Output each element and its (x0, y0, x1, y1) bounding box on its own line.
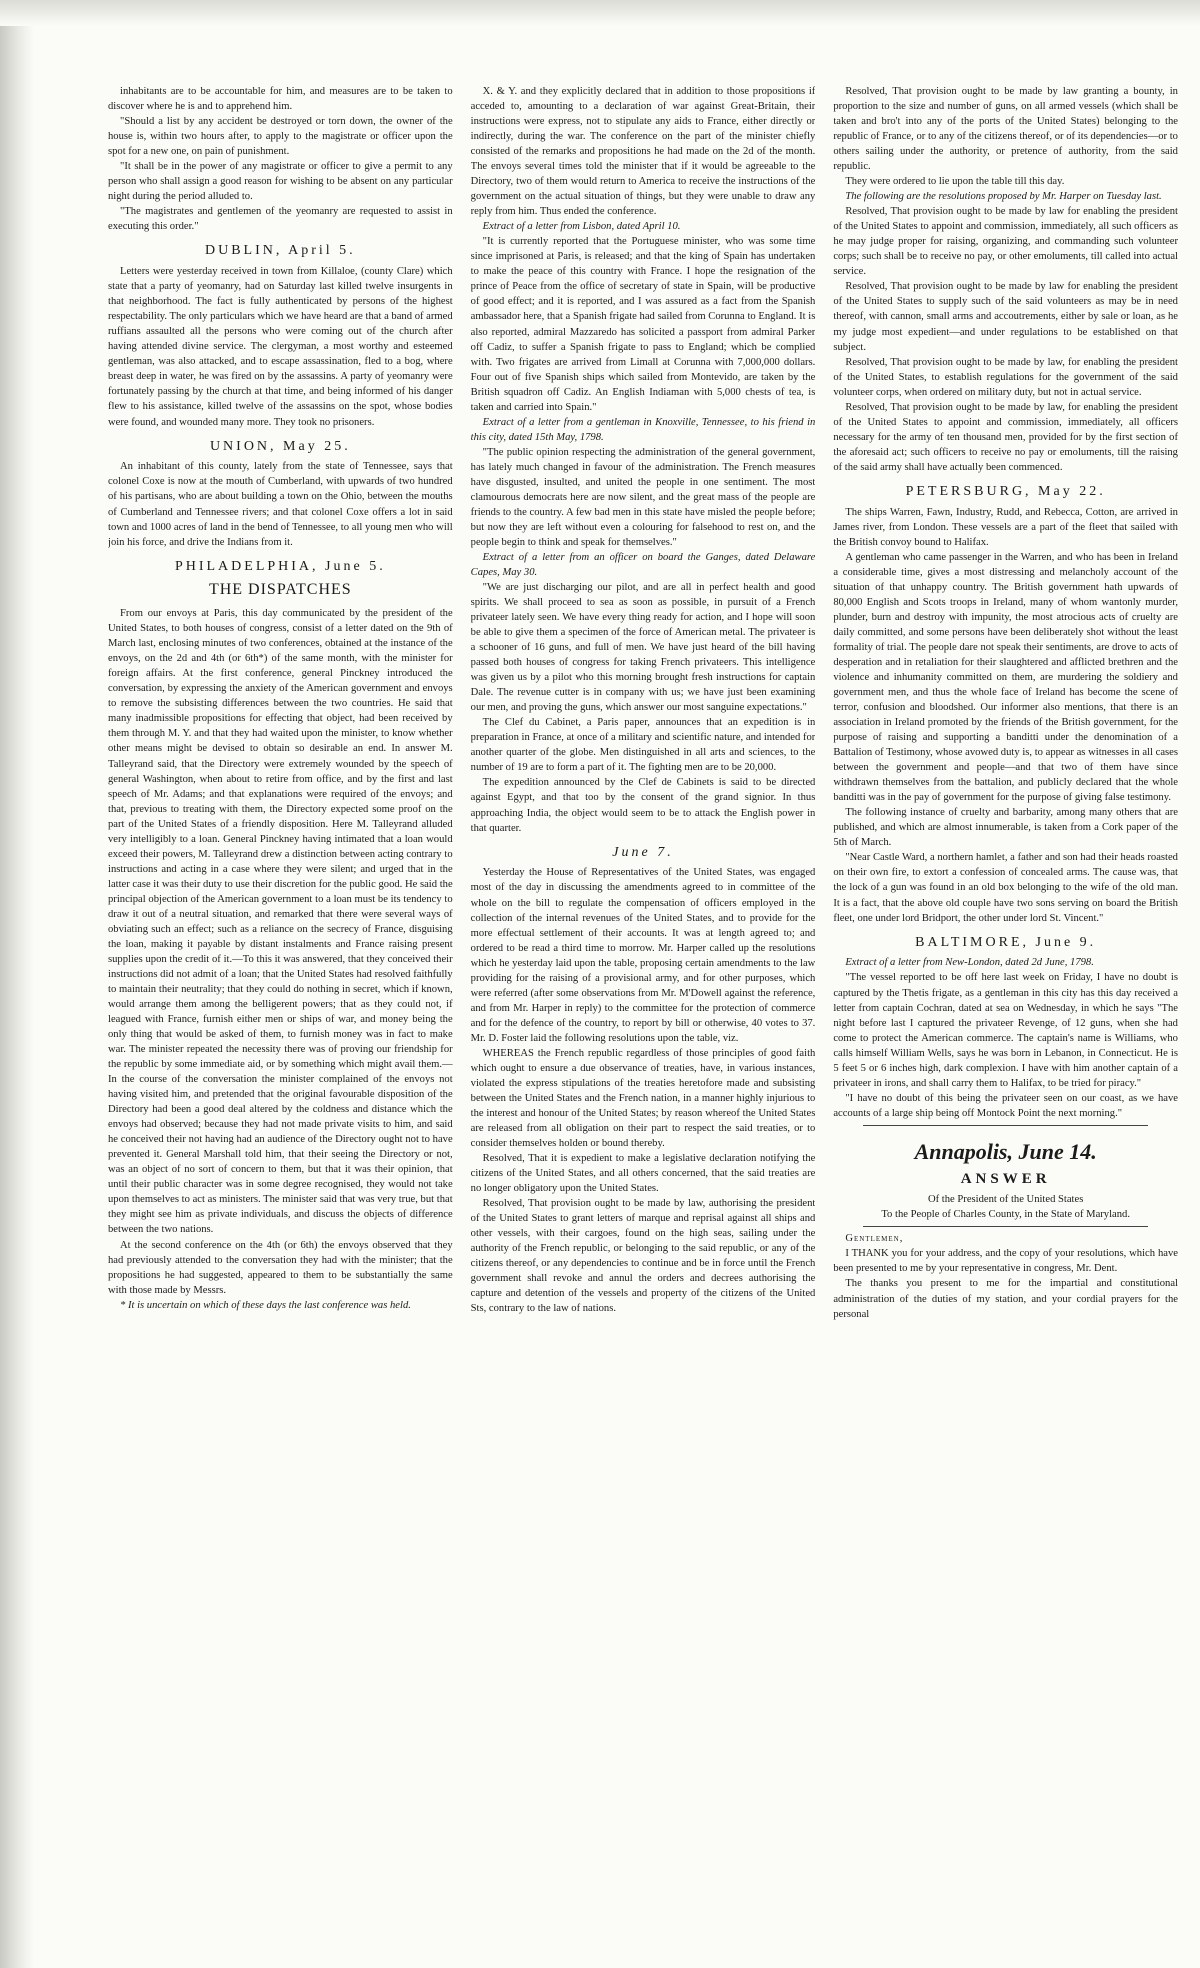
article-lisbon: "It is currently reported that the Portuguese minister, who was some time since imprisoned at Paris, is released; and that the king of Spain has undertaken to make the peace of this country with France. I hope the resignation of the prince of Peace from the office of secretary of state in Spain, will be productive of good effect; and it is reported, and I was assured as a fact from the Spanish ambassador here, that a Spanish frigate had sailed from Corunna to England. It is also reported, admiral Mazzaredo has solicited a passport from admiral Parker off Cadiz, to suffer a Spanish frigate to pass to England; which be complied with. Two frigates are arrived from Limall at Corunna with 7,000,000 dollars. Four out of five Spanish ships which sailed from Montevido, are taken by the British squadron off Cadiz. An English Indiaman with 5,000 chests of tea, is taken and carried into Spain." (470, 236, 816, 413)
article-dublin: Letters were yesterday received in town from Killaloe, (county Clare) which state that a party of yeomanry, had on Saturday last killed twelve insurgents in that neighborhood. The fact is fully authenticated by persons of the highest respectability. The only particulars which we have heard are that a band of armed ruffians assaulted all the persons who were coming out of the church after having attended divine service. The clergyman, a most worthy and esteemed gentleman, was also attacked, and to escape assassination, fled to a bog, where breast deep in water, he was fired on by the assassins. A party of yeomanry were fortunately passing by the church at that time, and being informed of his danger flew to his assistance, killed twelve of the assassins on the spot, whose bodies were found, and wounded many more. They took no prisoners. (108, 266, 453, 428)
extract-lisbon-heading: Extract of a letter from Lisbon, dated April 10. (482, 221, 681, 233)
extract-new-london-heading: Extract of a letter from New-London, dated 2d June, 1798. (845, 957, 1094, 969)
article-baltimore: "The vessel reported to be off here last week on Friday, I have no doubt is captured by the Thetis frigate, as a gentleman in this city has this day received a letter from captain Cochran, dated at sea on Wednesday, in which he says "The night before last I captured the privateer Revenge, of 12 guns, when she had come to protect the American commerce. The captain's name is Williams, who calls himself William Wells, says he was born in Lebanon, in Connecticut. He is 5 feet 5 or 6 inches high, dark complexion. I have with him another captain of a privateer in irons, and shall carry them to Halifax, to be tried for piracy." (833, 972, 1178, 1089)
article-petersburg: The ships Warren, Fawn, Industry, Rudd, and Rebecca, Cotton, are arrived in James river, from London. These vessels are a part of the fleet that sailed with the British convoy bound to Halifax. (833, 506, 1178, 548)
dateline-dublin: DUBLIN, April 5. (204, 243, 356, 259)
article-ganges: "We are just discharging our pilot, and are all in perfect health and good spirits. We shall proceed to sea as soon as possible, in pursuit of a French privateer lately seen. We have every thing ready for action, and I hope will soon be able to give them a specimen of the force of American metal. The privateer is a schooner of 16 guns, and full of men. We have just heard of the bill having passed both houses of congress for taking French privateers. This intelligence was given us by a pilot who this morning brought fresh instructions for captain Dale. The revenue cutter is in company with us; we have just been examining our men, and proving the guns, which answer our most sanguine expectations." (470, 582, 816, 714)
scan-top-edge (0, 0, 1200, 26)
extract-knoxville-heading: Extract of a letter from a gentleman in Knoxville, Tennessee, to his friend in this city, dated 15th May, 1798. (470, 416, 816, 443)
resolution: Resolved, That provision ought to be made by law, for enabling the president of the United States, to establish regulations for the government of the said volunteer corps, when ordered on military duty, but not in actual service. (833, 356, 1178, 398)
resolution: Resolved, That provision ought to be made by law, authorising the president of the United States to grant letters of marque and reprisal against all ships and other vessels, with their cargoes, found on the high seas, sailing under the authority of the French republic, or belonging to the said republic, or any of the citizens thereof, or any dependencies to continue and be in force until the French government shall revoke and annul the orders and decrees authorising the capture and detention of the vessels and property of the citizens of the United Sts, contrary to the law of nations. (470, 1198, 816, 1315)
paragraph: "It shall be in the power of any magistrate or officer to give a permit to any person who shall assign a good reason for wishing to be absent on any particular night during the period alluded to. (108, 161, 453, 203)
article-petersburg-3: The following instance of cruelty and barbarity, among many others that are published, and which are almost innumerable, is taken from a Cork paper of the 5th of March. (833, 807, 1178, 849)
divider (863, 1125, 1148, 1126)
article-house: Yesterday the House of Representatives of the United States, was engaged most of the day in discussing the amendments agreed to in committee of the whole on the bill to regulate the compensation of officers employed in the collection of the internal revenues of the United States, and to provide for the more effectual settlement of their accounts. It was at length agreed to; and ordered to be read a third time to morrow. Mr. Harper called up the resolutions which he yesterday laid upon the table, proposing certain amendments to the law providing for the raising of a provisional army, and for other purposes, which were referred (after some observations from Mr. M'Dowell against the reference, and from Mr. Harper in reply) to the committee for the protection of commerce and for the defence of the country, to report by bill or otherwise, 40 votes to 37. Mr. D. Foster laid the following resolutions upon the table, viz. (470, 867, 816, 1044)
salutation: Gentlemen, (845, 1233, 904, 1245)
headline-dispatches: THE DISPATCHES (208, 581, 352, 599)
article-petersburg-2: A gentleman who came passenger in the Warren, and who has been in Ireland a considerable time, gives a most distressing and melancholy account of the situation of that unhappy country. The British government hath upwards of 80,000 English and Scots troops in Ireland, many of whom wantonly murder, plunder, burn and destroy with impunity, the most atrocious acts of cruelty are daily committed, and some persons have been deliberately shot without the least formality of trial. The people dare not speak their sentiments, are drove to acts of desperation and in retaliation for their slaughtered and afflicted brethren and the violence and inhumanity committed on them, are murdering the soldiery and government men, and thus the whole face of Ireland has become the scene of terror, confusion and bloodshed. Our informer also mentions, that there is an association in Ireland promoted by the friends of the British government, for the purpose of raising and supporting a banditti under the denomination of a Battalion of Testimony, whose avowed duty is, to appear as witnesses in all cases between the government and people—and that two of them have since withdrawn themselves from the battalion, and publicly declared that the whole banditti was in the pay of government for the purpose of giving false testimony. (833, 551, 1178, 804)
footnote: * It is uncertain on which of these days the last conference was held. (120, 1299, 411, 1311)
article-whereas: WHEREAS the French republic regardless of those principles of good faith which ought to ensure a due observance of treaties, have, in various instances, violated the express stipulations of the treaties heretofore made and subsisting between the United States and the French nation, in a manner highly injurious to the interest and honour of the United States; by reason whereof the United States are released from all obligation on their part to respect the said treaties, or to consider themselves holden or bound thereby. (470, 1047, 816, 1149)
article-baltimore-2: "I have no doubt of this being the privateer seen on our coast, as we have accounts of a large ship being off Montock Point the next morning." (833, 1092, 1178, 1119)
dateline-baltimore: BALTIMORE, June 9. (915, 934, 1097, 950)
paragraph: "The magistrates and gentlemen of the yeomanry are requested to assist in executing this order." (108, 206, 453, 233)
resolution: Resolved, That it is expedient to make a legislative declaration notifying the citizens of the United States, and all others concerned, that the said treaties are no longer obligatory upon the United States. (470, 1153, 816, 1195)
column-1 (108, 84, 453, 1944)
headline-answer: ANSWER (960, 1171, 1051, 1188)
article-petersburg-4: "Near Castle Ward, a northern hamlet, a father and son had their heads roasted on their own fire, to extort a confession of concealed arms. The cause was, that the lock of a gun was found in an old box belonging to the wife of the old man. It is a fact, that the above old couple have two sons serving on board the British fleet, one under lord Bridport, the other under lord St. Vincent." (833, 852, 1178, 924)
extract-ganges-heading: Extract of a letter from an officer on board the Ganges, dated Delaware Capes, May 30. (470, 551, 816, 578)
article-dispatches: From our envoys at Paris, this day communicated by the president of the United States, to both houses of congress, consist of a letter dated on the 9th of March last, enclosing minutes of two conferences, obtained at the instance of the envoys, on the 2d and 4th (or 6th*) of the same month, with the minister for foreign affairs. At the first conference, general Pinckney introduced the conversation, by expressing the anxiety of the American government and envoys to remove the subsisting differences between the two countries. He said that many inadmissible propositions for effecting that object, had been received by them through M. Y. and that they had waited upon the minister, to know whether other means might be devised to obtain so desirable an end. In answer M. Talleyrand said, that the Directory were extremely wounded by the speech of general Washington, when about to retire from office, and by the first and last speech of Mr. Adams; and that explanations were required of the envoys; and that, previous to treating with them, the Directory expected some proof on the part of the United States of a friendly disposition. Here M. Talleyrand alluded very intelligibly to a loan. General Pinckney having intimated that a loan would exceed their powers, M. Talleyrand drew a distinction between acting contrary to instructions and acting in a case where they were silent; and urged that in the latter case it was their duty to use their discretion for the public good. He said the principal objection of the American government to a loan must be its tendency to draw it out of a neutral situation, and remarked that there were several ways of obviating such an effect; such as a reliance on the secrecy of France, disguising the loan, making it payable by distant instalments and France raising present supplies upon the credit of it.—To this it was answered, that they conceived their instructions did not admit of a loan; that the United States had resolved faithfully to maintain their neutrality; that they could do nothing in secret, which if known, would arrange them among the belligerent powers; that as they could not, if leagued with France, furnish either men or ships of war, and money being the only thing that would be asked of them, to furnish money was in fact to make war. The minister repeated the necessity there was of proving our friendship for the republic by some immediate aid, or by something which might avail them.—In the course of the conversation the minister complained of the envoys not having visited him, and pretended that the original favourable disposition of the Directory had been a good deal altered by the coldness and distance which the envoys had observed; because they had not made private visits to him, and said he conceived their not having had an audience of the Directory ought not to have prevented it. General Marshall told him, that their seeing the Directory or not, was an object of no sort of concern to them, but that it was their opinion, that until their public character was in some degree recognised, they would not take upon themselves to act as ministers. The minister said that was very true, but that they might see him as private individuals, and discuss the objects of difference between the two nations. (108, 608, 453, 1236)
article-union: An inhabitant of this county, lately from the state of Tennessee, says that colonel Coxe is now at the mouth of Cumberland, with upwards of two hundred of his partisans, who are about building a town on the Ohio, between the mouths of Cumberland and Tennessee rivers; and that colonel Coxe offers a lot in said town and 1000 acres of land in the bend of Tennessee, to all young men who will join his force, and drive the Indians from it. (108, 461, 453, 548)
dateline-union: UNION, May 25. (209, 438, 351, 454)
answer-subtitle: Of the President of the United States (927, 1194, 1084, 1206)
column-3 (833, 84, 1178, 1944)
resolution: Resolved, That provision ought to be made by law for enabling the president of the United States to appoint and commission, immediately, all such officers as he may judge proper for raising, organizing, and commanding such volunteer corps; such shall be to receive no pay, or other emoluments, till called into actual service. (833, 206, 1178, 278)
harper-heading: The following are the resolutions proposed by Mr. Harper on Tuesday last. (845, 191, 1162, 203)
article-dispatches-cont: At the second conference on the 4th (or 6th) the envoys observed that they had previously attended to the conversation they had with the minister; that the propositions he had suggested, appeared to them to be substantially the same with those made by Messrs. (108, 1239, 453, 1296)
dateline-annapolis: Annapolis, June 14. (914, 1138, 1097, 1164)
paragraph: inhabitants are to be accountable for him, and measures are to be taken to discover where he is and to apprehend him. (108, 86, 453, 113)
resolution: Resolved, That provision ought to be made by law for enabling the president of the United States to supply such of the said volunteers as may be in need thereof, with cannon, small arms and accoutrements, either by sale or loan, as he my judge most expedient—and under regulations to be established on that subject. (833, 281, 1178, 353)
article-clef: The Clef du Cabinet, a Paris paper, announces that an expedition is in preparation in France, at once of a military and scientific nature, and intended for another quarter of the globe. Men distinguished in all arts and sciences, to the number of 19 are to form a part of it. The fighting men are to be 20,000. (470, 717, 816, 774)
answer-subtitle-2: To the People of Charles County, in the State of Maryland. (881, 1209, 1130, 1221)
dateline-philadelphia: PHILADELPHIA, June 5. (174, 558, 386, 574)
paragraph: "Should a list by any accident be destroyed or torn down, the owner of the house is, within two hours after, to apply to the magistrate or officer upon the spot for a new one, on pain of punishment. (108, 116, 453, 158)
column-2 (471, 84, 816, 1944)
newspaper-page (108, 84, 1178, 1944)
article-knoxville: "The public opinion respecting the administration of the general government, has lately much changed in favour of the administration. The French measures have disgusted, insulted, and united the people in one sentiment. The most clamourous democrats here are now silent, and the great mass of the people are friends to the country. A few bad men in this state have misled the people before; but now they are left without even a colouring for falsehood to rest on, and the people begin to think and speak for themselves." (470, 446, 816, 548)
article-answer: I THANK you for your address, and the copy of your resolutions, which have been presented to me by your representative in congress, Mr. Dent. (833, 1248, 1178, 1275)
scan-left-edge (0, 0, 34, 1968)
paragraph: X. & Y. and they explicitly declared that in addition to those propositions if acceded to, amounting to a declaration of war against Great-Britain, their instructions were express, not to stipulate any aids to France, either directly or indirectly, during the war. The conference on the part of the minister chiefly consisted of the remarks and propositions he had made on the 2d of the month. The envoys several times told the minister that if it would be agreeable to the Directory, two of them would return to America to receive the instructions of the government on the actual situation of things, but they were unable to draw any reply from him. Thus ended the conference. (470, 86, 816, 218)
paragraph: They were ordered to lie upon the table till this day. (845, 176, 1065, 188)
article-answer-2: The thanks you present to me for the impartial and constitutional administration of the duties of my station, and your cordial prayers for the personal (833, 1278, 1178, 1320)
dateline-petersburg: PETERSBURG, May 22. (905, 483, 1106, 499)
resolution: Resolved, That provision ought to be made by law, for enabling the president of the United States to appoint and commission, immediately, all officers necessary for the army of ten thousand men, provided for by the first section of the aforesaid act; such officers to receive no pay or emoluments, till the raising of the said army shall have actually been commenced. (833, 401, 1178, 473)
article-clef-2: The expedition announced by the Clef de Cabinets is said to be directed against Egypt, and that too by the consent of the grand signior. In thus approaching India, the object would seem to be to attack the English power in that quarter. (470, 777, 816, 834)
resolution: Resolved, That provision ought to be made by law granting a bounty, in proportion to the size and number of guns, on all armed vessels (which shall be taken and bro't into any of the ports of the United States) belonging to the republic of France, or to any of the citizens thereof, or of its dependencies—or to others sailing under the authority, or pretence of authority, from the said republic. (833, 86, 1178, 173)
divider (863, 1226, 1148, 1227)
dateline-june7: June 7. (612, 844, 674, 860)
